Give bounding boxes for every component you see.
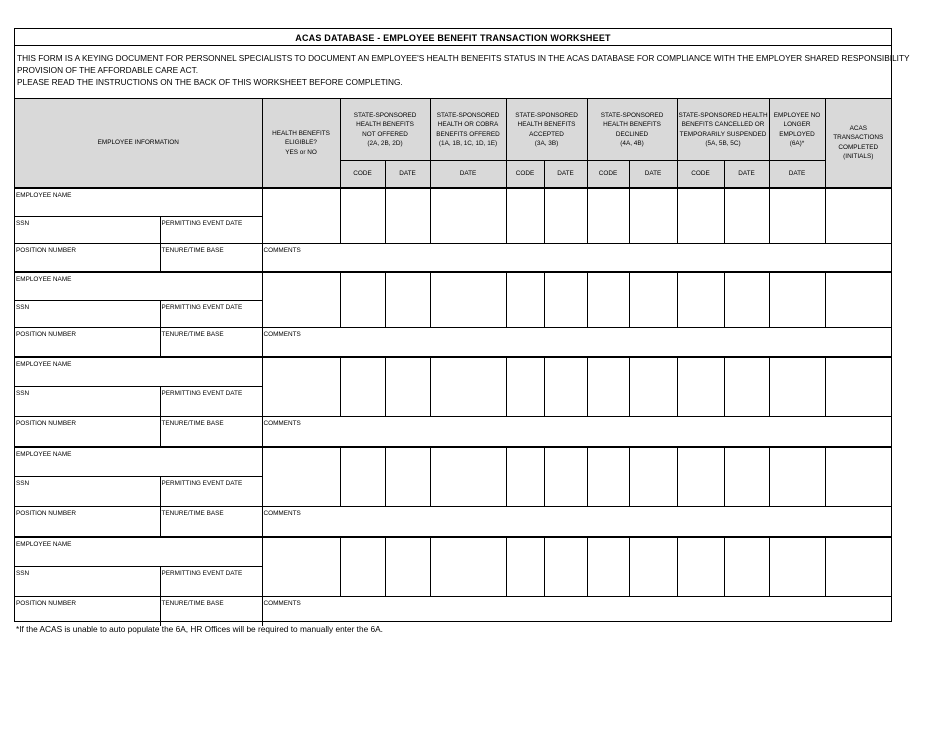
permitting-event-date-field[interactable] bbox=[160, 387, 262, 417]
cancelled-code-cell[interactable] bbox=[677, 188, 724, 244]
no-longer-employed-header: EMPLOYEE NO LONGER EMPLOYED (6A)* bbox=[769, 99, 825, 161]
accepted-code-cell[interactable] bbox=[506, 357, 544, 417]
ssn-label: SSN bbox=[16, 304, 30, 311]
comments-label: COMMENTS bbox=[263, 420, 301, 427]
tenure-time-base-field[interactable] bbox=[160, 244, 262, 272]
no-longer-employed-date-cell[interactable] bbox=[769, 447, 825, 507]
tenure-time-base-label: TENURE/TIME BASE bbox=[161, 420, 224, 427]
not-offered-date-cell[interactable] bbox=[385, 537, 430, 597]
position-number-field[interactable] bbox=[15, 507, 160, 537]
date-header: DATE bbox=[385, 161, 430, 188]
not-offered-date-cell[interactable] bbox=[385, 447, 430, 507]
accepted-date-cell[interactable] bbox=[544, 272, 587, 328]
ssn-field[interactable] bbox=[15, 301, 160, 328]
declined-date-cell[interactable] bbox=[629, 537, 677, 597]
intro-text-line-2: PROVISION OF THE AFFORDABLE CARE ACT. bbox=[17, 65, 199, 75]
employee-name-field[interactable] bbox=[15, 357, 262, 387]
not-offered-date-cell[interactable] bbox=[385, 272, 430, 328]
declined-code-cell[interactable] bbox=[587, 357, 629, 417]
cobra-offered-date-cell[interactable] bbox=[430, 272, 506, 328]
cobra-offered-date-cell[interactable] bbox=[430, 357, 506, 417]
cancelled-date-cell[interactable] bbox=[724, 537, 769, 597]
tenure-time-base-label: TENURE/TIME BASE bbox=[161, 600, 224, 607]
acas-initials-cell[interactable] bbox=[825, 357, 891, 417]
permitting-event-date-label: PERMITTING EVENT DATE bbox=[161, 304, 243, 311]
ssn-label: SSN bbox=[16, 570, 30, 577]
employee-name-field[interactable] bbox=[15, 188, 262, 217]
employee-name-field[interactable] bbox=[15, 272, 262, 301]
cobra-offered-header: STATE-SPONSORED HEALTH OR COBRA BENEFITS OFFERED (1A, 1B, 1C, 1D, 1E) bbox=[430, 99, 506, 161]
declined-code-cell[interactable] bbox=[587, 537, 629, 597]
declined-header: STATE-SPONSORED HEALTH BENEFITS DECLINED (4A, 4B) bbox=[587, 99, 677, 161]
date-header: DATE bbox=[724, 161, 769, 188]
cobra-offered-date-cell[interactable] bbox=[430, 537, 506, 597]
employee-information-header: EMPLOYEE INFORMATION bbox=[15, 99, 262, 188]
comments-label: COMMENTS bbox=[263, 600, 301, 607]
cancelled-header: STATE-SPONSORED HEALTH BENEFITS CANCELLED OR TEMPORARILY SUSPENDED (5A, 5B, 5C) bbox=[677, 99, 769, 161]
date-header: DATE bbox=[769, 161, 825, 188]
cancelled-date-cell[interactable] bbox=[724, 188, 769, 244]
position-number-label: POSITION NUMBER bbox=[16, 600, 77, 607]
declined-code-cell[interactable] bbox=[587, 447, 629, 507]
not-offered-date-cell[interactable] bbox=[385, 188, 430, 244]
comments-field[interactable] bbox=[262, 417, 891, 447]
not-offered-header: STATE-SPONSORED HEALTH BENEFITS NOT OFFERED (2A, 2B, 2D) bbox=[340, 99, 430, 161]
acas-initials-cell[interactable] bbox=[825, 447, 891, 507]
employee-name-field[interactable] bbox=[15, 447, 262, 477]
declined-date-cell[interactable] bbox=[629, 447, 677, 507]
accepted-code-cell[interactable] bbox=[506, 447, 544, 507]
position-number-field[interactable] bbox=[15, 597, 160, 626]
acas-initials-cell[interactable] bbox=[825, 188, 891, 244]
employee-name-label: EMPLOYEE NAME bbox=[16, 540, 72, 548]
instructions-note: PLEASE READ THE INSTRUCTIONS ON THE BACK OF THIS WORKSHEET BEFORE COMPLETING. bbox=[17, 77, 403, 87]
comments-field[interactable] bbox=[262, 597, 891, 626]
cobra-offered-date-cell[interactable] bbox=[430, 188, 506, 244]
tenure-time-base-label: TENURE/TIME BASE bbox=[161, 247, 224, 254]
position-number-field[interactable] bbox=[15, 417, 160, 447]
tenure-time-base-label: TENURE/TIME BASE bbox=[161, 510, 224, 517]
no-longer-employed-date-cell[interactable] bbox=[769, 188, 825, 244]
ssn-label: SSN bbox=[16, 390, 30, 397]
intro-text-line-1: THIS FORM IS A KEYING DOCUMENT FOR PERSONNEL SPECIALISTS TO DOCUMENT AN EMPLOYEE'S HEALTH BENEFITS STATUS IN THE ACAS DATABASE FOR COMPLIANCE WITH THE EMPLOYER SHARED RESPONSIBILITY bbox=[17, 53, 910, 63]
permitting-event-date-label: PERMITTING EVENT DATE bbox=[161, 570, 243, 577]
position-number-field[interactable] bbox=[15, 244, 160, 272]
cancelled-code-cell[interactable] bbox=[677, 537, 724, 597]
ssn-field[interactable] bbox=[15, 387, 160, 417]
acas-initials-cell[interactable] bbox=[825, 537, 891, 597]
ssn-field[interactable] bbox=[15, 217, 160, 244]
employee-name-field[interactable] bbox=[15, 537, 262, 567]
tenure-time-base-field[interactable] bbox=[160, 597, 262, 626]
accepted-date-cell[interactable] bbox=[544, 447, 587, 507]
accepted-date-cell[interactable] bbox=[544, 188, 587, 244]
employee-name-label: EMPLOYEE NAME bbox=[16, 275, 72, 283]
permitting-event-date-field[interactable] bbox=[160, 217, 262, 244]
not-offered-code-cell[interactable] bbox=[340, 447, 385, 507]
accepted-date-cell[interactable] bbox=[544, 537, 587, 597]
permitting-event-date-label: PERMITTING EVENT DATE bbox=[161, 390, 243, 397]
cancelled-date-cell[interactable] bbox=[724, 272, 769, 328]
cancelled-date-cell[interactable] bbox=[724, 357, 769, 417]
tenure-time-base-field[interactable] bbox=[160, 328, 262, 357]
no-longer-employed-date-cell[interactable] bbox=[769, 537, 825, 597]
title-divider bbox=[15, 45, 891, 46]
position-number-label: POSITION NUMBER bbox=[16, 247, 77, 254]
comments-field[interactable] bbox=[262, 244, 891, 272]
accepted-code-cell[interactable] bbox=[506, 537, 544, 597]
cancelled-code-cell[interactable] bbox=[677, 272, 724, 328]
cobra-offered-date-cell[interactable] bbox=[430, 447, 506, 507]
tenure-time-base-field[interactable] bbox=[160, 417, 262, 447]
ssn-label: SSN bbox=[16, 480, 30, 487]
tenure-time-base-field[interactable] bbox=[160, 507, 262, 537]
no-longer-employed-date-cell[interactable] bbox=[769, 272, 825, 328]
date-header: DATE bbox=[629, 161, 677, 188]
health-benefits-eligible-cell[interactable] bbox=[262, 188, 340, 244]
form-title: ACAS DATABASE - EMPLOYEE BENEFIT TRANSACTION WORKSHEET bbox=[295, 33, 611, 43]
code-header: CODE bbox=[587, 161, 629, 188]
cancelled-code-cell[interactable] bbox=[677, 357, 724, 417]
declined-code-cell[interactable] bbox=[587, 272, 629, 328]
health-benefits-eligible-cell[interactable] bbox=[262, 357, 340, 417]
date-header: DATE bbox=[544, 161, 587, 188]
ssn-field[interactable] bbox=[15, 477, 160, 507]
ssn-label: SSN bbox=[16, 220, 30, 227]
footnote: *If the ACAS is unable to auto populate the 6A, HR Offices will be required to manually enter the 6A. bbox=[16, 624, 383, 634]
health-benefits-eligible-cell[interactable] bbox=[262, 272, 340, 328]
not-offered-code-cell[interactable] bbox=[340, 537, 385, 597]
accepted-code-cell[interactable] bbox=[506, 272, 544, 328]
accepted-header: STATE-SPONSORED HEALTH BENEFITS ACCEPTED (3A, 3B) bbox=[506, 99, 587, 161]
not-offered-date-cell[interactable] bbox=[385, 357, 430, 417]
comments-label: COMMENTS bbox=[263, 247, 301, 254]
not-offered-code-cell[interactable] bbox=[340, 272, 385, 328]
declined-date-cell[interactable] bbox=[629, 357, 677, 417]
accepted-code-cell[interactable] bbox=[506, 188, 544, 244]
code-header: CODE bbox=[340, 161, 385, 188]
position-number-label: POSITION NUMBER bbox=[16, 420, 77, 427]
position-number-label: POSITION NUMBER bbox=[16, 331, 77, 338]
comments-label: COMMENTS bbox=[263, 510, 301, 517]
health-benefits-eligible-cell[interactable] bbox=[262, 537, 340, 597]
cancelled-code-cell[interactable] bbox=[677, 447, 724, 507]
accepted-date-cell[interactable] bbox=[544, 357, 587, 417]
position-number-label: POSITION NUMBER bbox=[16, 510, 77, 517]
code-header: CODE bbox=[677, 161, 724, 188]
employee-name-label: EMPLOYEE NAME bbox=[16, 360, 72, 368]
ssn-field[interactable] bbox=[15, 567, 160, 597]
declined-code-cell[interactable] bbox=[587, 188, 629, 244]
permitting-event-date-label: PERMITTING EVENT DATE bbox=[161, 220, 243, 227]
permitting-event-date-field[interactable] bbox=[160, 477, 262, 507]
worksheet-form bbox=[14, 28, 910, 622]
acas-initials-cell[interactable] bbox=[825, 272, 891, 328]
benefit-transaction-table bbox=[15, 98, 891, 626]
position-number-field[interactable] bbox=[15, 328, 160, 357]
acas-transactions-header: ACAS TRANSACTIONS COMPLETED (INITIALS) bbox=[825, 99, 891, 188]
declined-date-cell[interactable] bbox=[629, 272, 677, 328]
health-benefits-eligible-header: HEALTH BENEFITS ELIGIBLE? YES or NO bbox=[262, 99, 340, 188]
comments-label: COMMENTS bbox=[263, 331, 301, 338]
employee-name-label: EMPLOYEE NAME bbox=[16, 191, 72, 199]
health-benefits-eligible-cell[interactable] bbox=[262, 447, 340, 507]
permitting-event-date-field[interactable] bbox=[160, 301, 262, 328]
not-offered-code-cell[interactable] bbox=[340, 188, 385, 244]
tenure-time-base-label: TENURE/TIME BASE bbox=[161, 331, 224, 338]
comments-field[interactable] bbox=[262, 507, 891, 537]
no-longer-employed-date-cell[interactable] bbox=[769, 357, 825, 417]
comments-field[interactable] bbox=[262, 328, 891, 357]
declined-date-cell[interactable] bbox=[629, 188, 677, 244]
cancelled-date-cell[interactable] bbox=[724, 447, 769, 507]
employee-name-label: EMPLOYEE NAME bbox=[16, 450, 72, 458]
date-header: DATE bbox=[430, 161, 506, 188]
code-header: CODE bbox=[506, 161, 544, 188]
permitting-event-date-label: PERMITTING EVENT DATE bbox=[161, 480, 243, 487]
permitting-event-date-field[interactable] bbox=[160, 567, 262, 597]
not-offered-code-cell[interactable] bbox=[340, 357, 385, 417]
